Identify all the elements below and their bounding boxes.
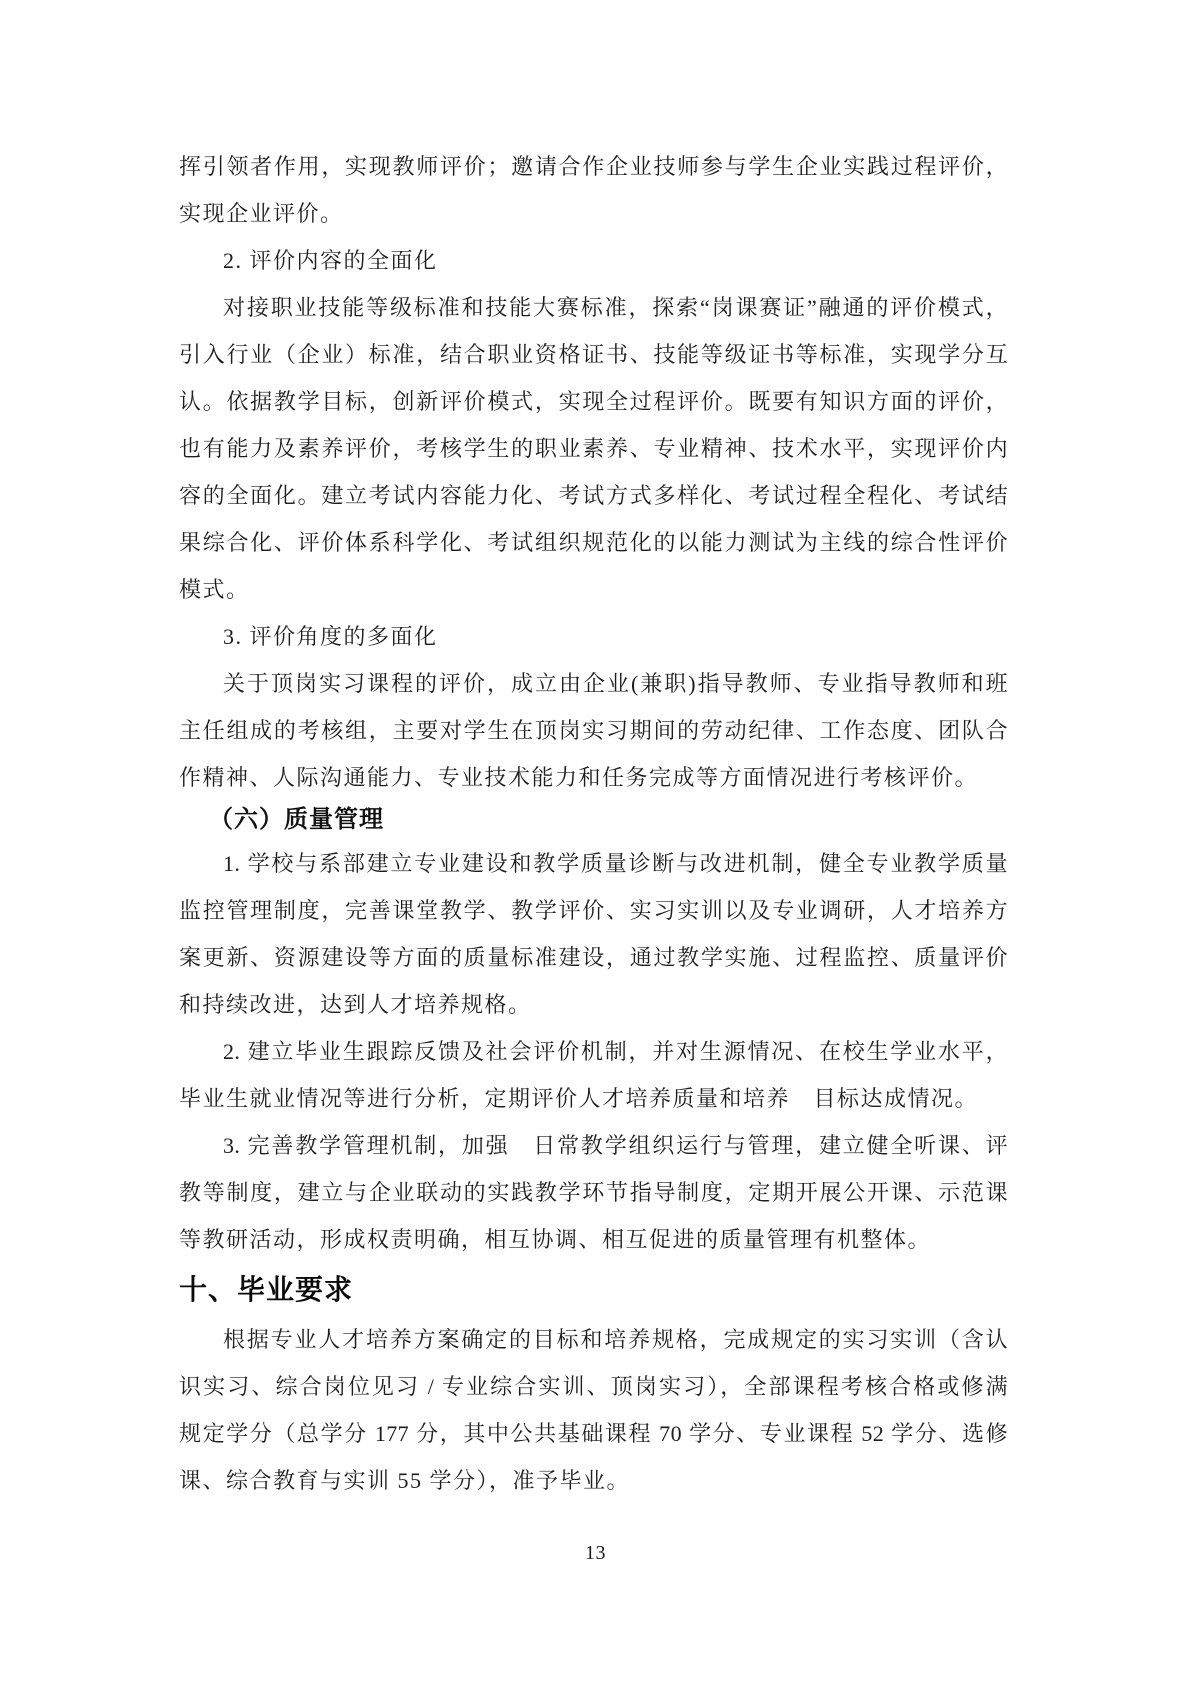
text-line: 认。依据教学目标，创新评价模式，实现全过程评价。既要有知识方面的评价， bbox=[179, 389, 1008, 414]
text-line: 也有能力及素养评价，考核学生的职业素养、专业精神、技术水平，实现评价内 bbox=[179, 436, 1008, 461]
text-line: 引入行业（企业）标准，结合职业资格证书、技能等级证书等标准，实现学分互 bbox=[179, 342, 1008, 367]
text-line: 案更新、资源建设等方面的质量标准建设，通过教学实施、过程监控、质量评价 bbox=[179, 945, 1008, 970]
text-line: 3. 完善教学管理机制，加强 日常教学组织运行与管理，建立健全听课、评 bbox=[223, 1133, 1008, 1158]
page-number: 13 bbox=[585, 1542, 606, 1564]
text-line: 教等制度，建立与企业联动的实践教学环节指导制度，定期开展公开课、示范课 bbox=[179, 1180, 1008, 1205]
text-line: 根据专业人才培养方案确定的目标和培养规格，完成规定的实习实训（含认 bbox=[223, 1327, 1008, 1352]
chapter-heading: 十、毕业要求 bbox=[179, 1274, 354, 1305]
text-line: 识实习、综合岗位见习 / 专业综合实训、顶岗实习），全部课程考核合格或修满 bbox=[179, 1374, 1008, 1399]
text-line: 毕业生就业情况等进行分析，定期评价人才培养质量和培养 目标达成情况。 bbox=[179, 1086, 979, 1111]
text-line: 等教研活动，形成权责明确，相互协调、相互促进的质量管理有机整体。 bbox=[179, 1227, 932, 1252]
text-line: 2. 评价内容的全面化 bbox=[223, 248, 438, 273]
text-line: 模式。 bbox=[179, 577, 250, 602]
text-line: 对接职业技能等级标准和技能大赛标准，探索“岗课赛证”融通的评价模式， bbox=[223, 295, 1008, 320]
text-line: 作精神、人际沟通能力、专业技术能力和任务完成等方面情况进行考核评价。 bbox=[179, 765, 979, 790]
text-line: 关于顶岗实习课程的评价，成立由企业(兼职)指导教师、专业指导教师和班 bbox=[223, 671, 1008, 696]
text-line: 1. 学校与系部建立专业建设和教学质量诊断与改进机制，健全专业教学质量 bbox=[223, 851, 1008, 876]
text-line: 实现企业评价。 bbox=[179, 201, 344, 226]
subsection-heading: （六）质量管理 bbox=[209, 807, 384, 833]
text-line: 课、综合教育与实训 55 学分），准予毕业。 bbox=[179, 1468, 631, 1493]
text-line: 挥引领者作用，实现教师评价；邀请合作企业技师参与学生企业实践过程评价， bbox=[179, 154, 1008, 179]
text-line: 监控管理制度，完善课堂教学、教学评价、实习实训以及专业调研，人才培养方 bbox=[179, 898, 1008, 923]
text-line: 和持续改进，达到人才培养规格。 bbox=[179, 992, 532, 1017]
text-line: 规定学分（总学分 177 分，其中公共基础课程 70 学分、专业课程 52 学分、选修 bbox=[179, 1421, 1008, 1446]
text-line: 容的全面化。建立考试内容能力化、考试方式多样化、考试过程全程化、考试结 bbox=[179, 483, 1008, 508]
text-line: 3. 评价角度的多面化 bbox=[223, 624, 438, 649]
text-line: 2. 建立毕业生跟踪反馈及社会评价机制，并对生源情况、在校生学业水平， bbox=[223, 1039, 1008, 1064]
text-line: 果综合化、评价体系科学化、考试组织规范化的以能力测试为主线的综合性评价 bbox=[179, 530, 1008, 555]
text-lines bbox=[179, 143, 1008, 1504]
text-line: 主任组成的考核组，主要对学生在顶岗实习期间的劳动纪律、工作态度、团队合 bbox=[179, 718, 1008, 743]
